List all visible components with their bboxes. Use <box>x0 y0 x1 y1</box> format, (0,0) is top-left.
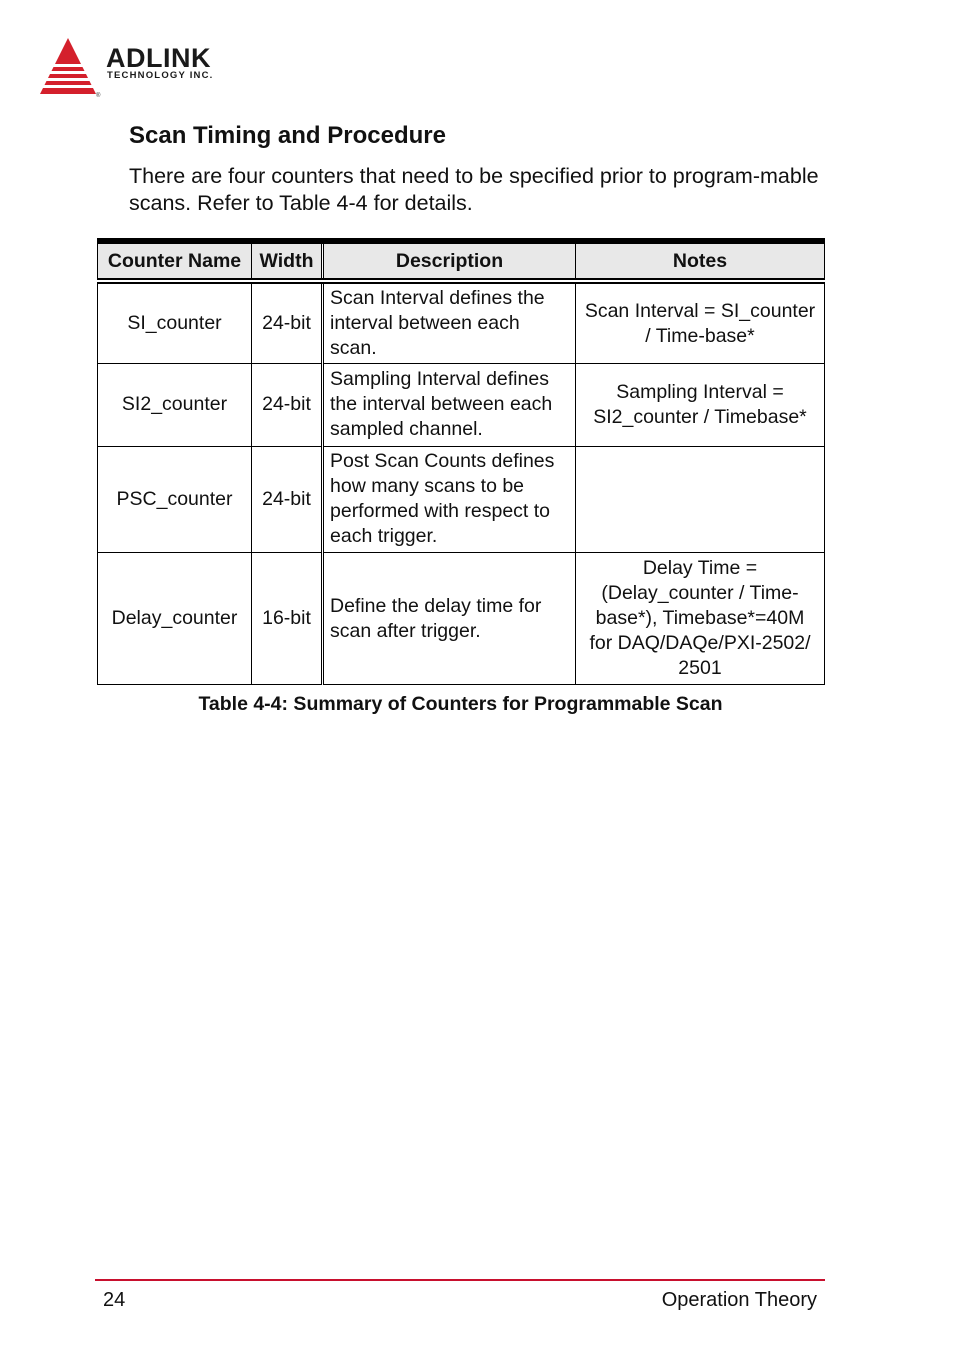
adlink-triangle-icon <box>40 36 104 98</box>
cell-counter-name: SI2_counter <box>98 364 252 447</box>
company-logo <box>40 36 240 98</box>
cell-description: Scan Interval defines the interval between each scan. <box>323 281 576 364</box>
table-header-row <box>98 241 825 281</box>
header-notes: Notes <box>576 241 825 281</box>
logo-subtitle: TECHNOLOGY INC. <box>107 70 214 81</box>
cell-width: 24-bit <box>252 364 323 447</box>
cell-counter-name: SI_counter <box>98 281 252 364</box>
cell-description: Sampling Interval defines the interval between each sampled channel. <box>323 364 576 447</box>
table-caption: Table 4-4: Summary of Counters for Programmable Scan <box>198 693 723 715</box>
cell-counter-name: Delay_counter <box>98 553 252 685</box>
counters-table <box>97 238 825 685</box>
cell-description: Define the delay time for scan after trigger. <box>323 553 576 685</box>
page-number: 24 <box>103 1289 126 1311</box>
footer-rule <box>95 1279 825 1281</box>
logo-name: ADLINK <box>106 43 211 73</box>
table-row <box>98 446 825 553</box>
cell-notes: Scan Interval = SI_counter / Time-base* <box>576 281 825 364</box>
cell-width: 16-bit <box>252 553 323 685</box>
footer-section-name: Operation Theory <box>661 1289 817 1311</box>
cell-width: 24-bit <box>252 446 323 553</box>
header-width: Width <box>252 241 323 281</box>
section-title: Scan Timing and Procedure <box>129 122 446 149</box>
cell-description: Post Scan Counts defines how many scans to be performed with respect to each trigger. <box>323 446 576 553</box>
table-row <box>98 553 825 685</box>
table-row <box>98 281 825 364</box>
cell-counter-name: PSC_counter <box>98 446 252 553</box>
cell-width: 24-bit <box>252 281 323 364</box>
intro-paragraph: There are four counters that need to be specified prior to program-mable scans. Refer to Table 4-4 for details. <box>129 164 819 215</box>
cell-notes: Sampling Interval = SI2_counter / Timebase* <box>576 364 825 447</box>
registered-mark: ® <box>96 93 101 98</box>
header-counter-name: Counter Name <box>98 241 252 281</box>
table-row <box>98 364 825 447</box>
cell-notes <box>576 446 825 553</box>
header-description: Description <box>323 241 576 281</box>
cell-notes: Delay Time = (Delay_counter / Time-base*), Timebase*=40M for DAQ/DAQe/PXI-2502/ 2501 <box>576 553 825 685</box>
